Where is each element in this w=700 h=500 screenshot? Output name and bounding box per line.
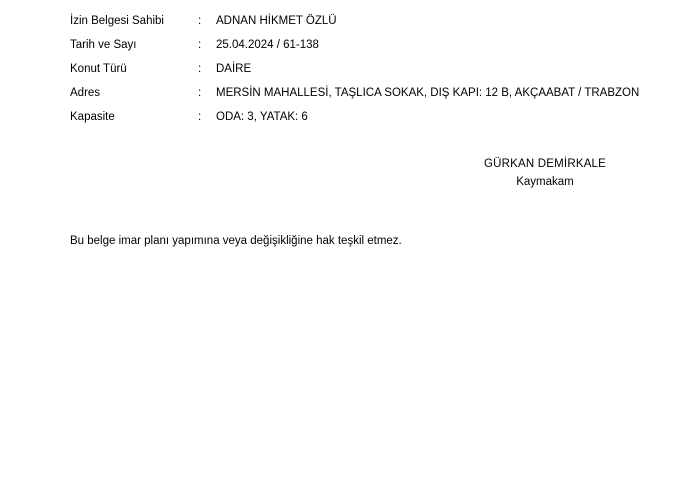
- field-label: İzin Belgesi Sahibi: [70, 15, 164, 27]
- signatory-title: Kaymakam: [516, 176, 574, 188]
- field-value: ADNAN HİKMET ÖZLÜ: [216, 15, 337, 27]
- field-separator: :: [198, 111, 202, 123]
- field-separator: :: [198, 87, 202, 99]
- field-value: 25.04.2024 / 61-138: [216, 39, 319, 51]
- field-label: Kapasite: [70, 111, 115, 123]
- field-row: [70, 38, 670, 52]
- signatory-name: GÜRKAN DEMİRKALE: [483, 158, 607, 170]
- field-list: [70, 14, 670, 134]
- document-note: Bu belge imar planı yapımına veya değişikliğine hak teşkil etmez.: [70, 235, 402, 247]
- field-separator: :: [198, 39, 202, 51]
- field-label: Adres: [70, 87, 101, 99]
- field-row: [70, 110, 670, 124]
- field-value: MERSİN MAHALLESİ, TAŞLICA SOKAK, DIŞ KAPI: 12 B, AKÇAABAT / TRABZON: [216, 87, 640, 99]
- field-separator: :: [198, 15, 202, 27]
- field-label: Konut Türü: [70, 63, 127, 75]
- field-row: [70, 86, 670, 100]
- field-separator: :: [198, 63, 202, 75]
- field-value: DAİRE: [216, 63, 252, 75]
- field-value: ODA: 3, YATAK: 6: [216, 111, 308, 123]
- field-row: [70, 14, 670, 28]
- field-row: [70, 62, 670, 76]
- signature-block: [430, 155, 660, 191]
- field-label: Tarih ve Sayı: [70, 39, 137, 51]
